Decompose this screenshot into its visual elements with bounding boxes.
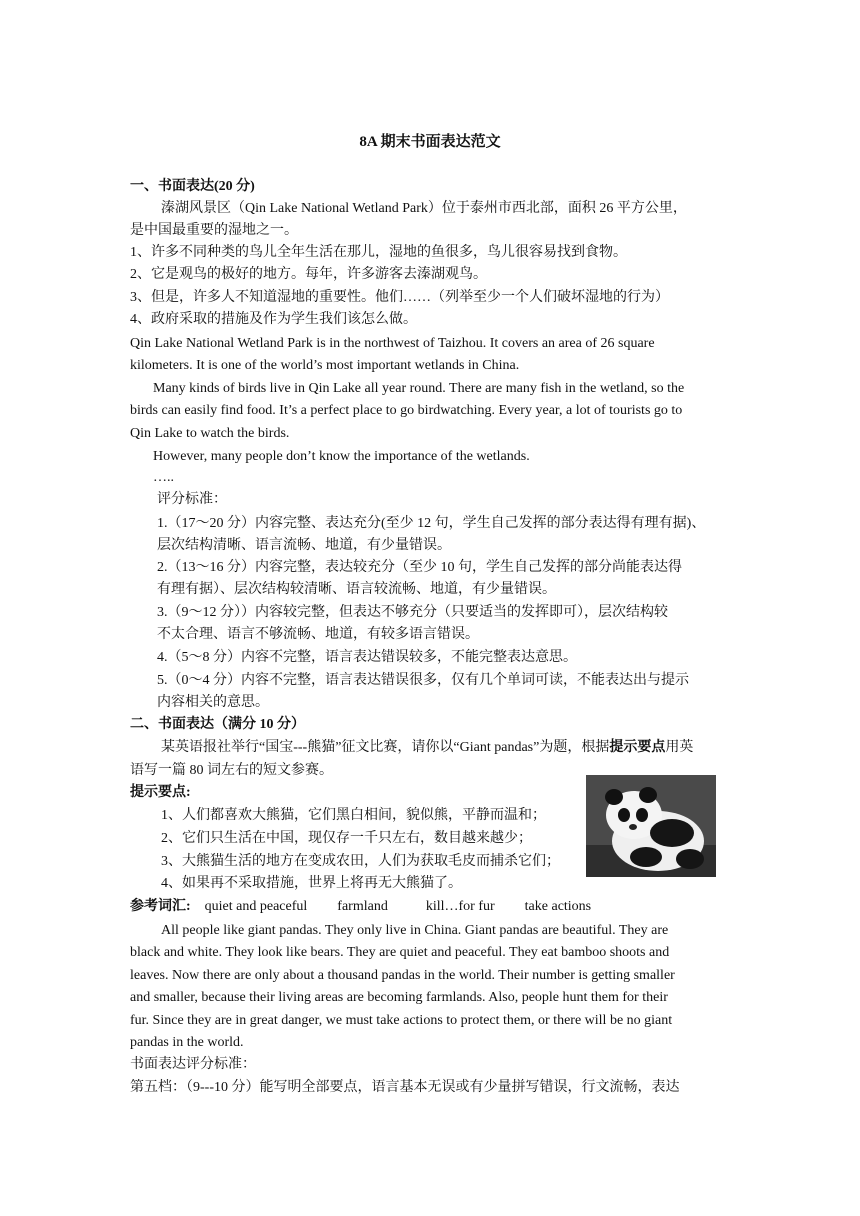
rubric-2-line-2: 有理有据）、层次结构较清晰、语言较流畅、地道，有少量错误。 (157, 582, 556, 597)
s1-intro-line-1: 溱湖风景区（Qin Lake National Wetland Park）位于泰州市西北部，面积 26 平方公里， (161, 201, 687, 216)
vocab-line (130, 897, 591, 917)
vocab-item-2: farmland (337, 899, 388, 914)
rubric-1-line-1: 1.（17～20 分）内容完整、表达充分(至少 12 句，学生自己发挥的部分表达得有理有据)、 (157, 516, 706, 531)
s2-rubric-label: 书面表达评分标准： (130, 1057, 256, 1072)
s2-english-line-2: black and white. They look like bears. They are quiet and peaceful. They eat bamboo shoots and (130, 945, 670, 960)
s1-point-2: 2、它是观鸟的极好的地方。每年，许多游客去溱湖观鸟。 (130, 267, 487, 282)
s1-intro-line-2: 是中国最重要的湿地之一。 (130, 223, 298, 238)
tip-1: 1、人们都喜欢大熊猫，它们黑白相间，貌似熊，平静而温和； (161, 808, 546, 823)
s2-intro-text-bold: 提示要点 (609, 740, 666, 755)
rubric-3-line-1: 3.（9～12 分））内容较完整，但表达不够充分（只要适当的发挥即可），层次结构较 (157, 605, 668, 620)
rubric-4-line-1: 4.（5～8 分）内容不完整，语言表达错误较多，不能完整表达意思。 (157, 650, 577, 665)
page-title: 8A 期末书面表达范文 (359, 134, 501, 150)
s1-point-1: 1、许多不同种类的鸟儿全年生活在那儿，湿地的鱼很多，鸟儿很容易找到食物。 (130, 245, 627, 260)
s1-english-line-4: birds can easily find food. It’s a perfect place to go birdwatching. Every year, a lot of tourists go to (130, 403, 683, 418)
tip-3: 3、大熊猫生活的地方在变成农田，人们为获取毛皮而捕杀它们； (161, 854, 560, 869)
panda-illustration (586, 775, 716, 877)
s2-english-line-1: All people like giant pandas. They only live in China. Giant pandas are beautiful. They are (161, 923, 669, 938)
s2-rubric-line-1: 第五档：（9---10 分）能写明全部要点，语言基本无误或有少量拼写错误，行文流畅，表达 (130, 1080, 680, 1095)
vocab-label: 参考词汇: (130, 899, 191, 914)
s2-english-line-4: and smaller, because their living areas are becoming farmlands. Also, people hunt them for their (130, 990, 668, 1005)
vocab-item-4: take actions (524, 899, 592, 914)
rubric-3-line-2: 不太合理、语言不够流畅、地道，有较多语言错误。 (157, 627, 479, 642)
rubric-5-line-2: 内容相关的意思。 (157, 695, 269, 710)
tips-heading: 提示要点: (130, 785, 191, 800)
s2-intro-line-2: 语写一篇 80 词左右的短文参赛。 (130, 763, 333, 778)
s2-english-line-6: pandas in the world. (130, 1035, 244, 1050)
tip-2: 2、它们只生活在中国，现仅存一千只左右，数目越来越少； (161, 831, 532, 846)
s1-point-4: 4、政府采取的措施及作为学生我们该怎么做。 (130, 312, 417, 327)
rubric-label: 评分标准： (157, 492, 227, 507)
s1-english-line-6: However, many people don’t know the importance of the wetlands. (153, 449, 530, 464)
s1-english-line-2: kilometers. It is one of the world’s most important wetlands in China. (130, 358, 520, 373)
rubric-2-line-1: 2.（13～16 分）内容完整，表达较充分（至少 10 句，学生自己发挥的部分尚能表达得 (157, 560, 682, 575)
panda-photo (586, 775, 716, 877)
section-2-heading: 二、书面表达（满分 10 分） (130, 717, 305, 732)
s2-intro-line-1 (161, 738, 693, 758)
s2-intro-text-c: 用英 (665, 740, 694, 755)
s2-intro-text-a: 某英语报社举行“国宝---熊猫”征文比赛，请你以“Giant pandas”为题，根据 (161, 740, 610, 755)
s2-english-line-5: fur. Since they are in great danger, we must take actions to protect them, or there will be no giant (130, 1013, 673, 1028)
vocab-item-1: quiet and peaceful (204, 899, 308, 914)
s1-english-line-5: Qin Lake to watch the birds. (130, 426, 290, 441)
s1-english-line-1: Qin Lake National Wetland Park is in the northwest of Taizhou. It covers an area of 26 square (130, 336, 655, 351)
s2-english-line-3: leaves. Now there are only about a thousand pandas in the world. Their number is getting smaller (130, 968, 675, 983)
rubric-1-line-2: 层次结构清晰、语言流畅、地道，有少量错误。 (157, 538, 451, 553)
vocab-item-3: kill…for fur (425, 899, 495, 914)
s1-english-ellipsis: ….. (153, 470, 174, 485)
s1-english-line-3: Many kinds of birds live in Qin Lake all year round. There are many fish in the wetland, so the (153, 381, 685, 396)
tip-4: 4、如果再不采取措施，世界上将再无大熊猫了。 (161, 876, 462, 891)
s1-point-3: 3、但是，许多人不知道湿地的重要性。他们……（列举至少一个人们破坏湿地的行为） (130, 290, 669, 305)
section-1-heading: 一、书面表达(20 分) (130, 179, 255, 194)
rubric-5-line-1: 5.（0～4 分）内容不完整，语言表达错误很多，仅有几个单词可读，不能表达出与提示 (157, 673, 689, 688)
